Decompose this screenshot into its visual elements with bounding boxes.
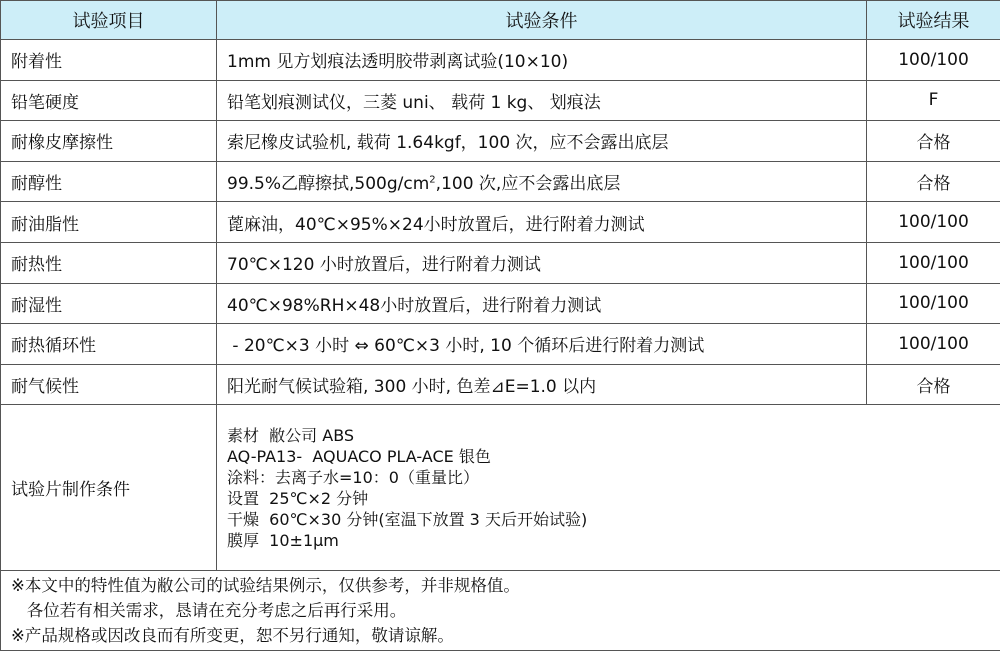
table-row bbox=[1, 121, 1000, 162]
test-result-cell: 合格 bbox=[867, 161, 1000, 202]
table-row bbox=[1, 364, 1000, 405]
footnote-line: ※本文中的特性值为敝公司的试验结果例示，仅供参考，并非规格值。 bbox=[11, 573, 990, 598]
test-result-cell: F bbox=[867, 80, 1000, 121]
table-row bbox=[1, 283, 1000, 324]
superscript-text: 2 bbox=[429, 174, 435, 185]
test-condition-cell: 铅笔划痕测试仪，三菱 uni、 载荷 1 kg、 划痕法 bbox=[217, 80, 867, 121]
test-result-cell: 100/100 bbox=[867, 202, 1000, 243]
table-row bbox=[1, 161, 1000, 202]
prep-line: 素材 敝公司 ABS bbox=[227, 425, 990, 446]
test-item-cell: 耐橡皮摩擦性 bbox=[1, 121, 217, 162]
test-item-cell: 耐热循环性 bbox=[1, 324, 217, 365]
condition-text: 99.5%乙醇擦拭,500g/cm bbox=[227, 174, 429, 194]
test-condition-cell: 蓖麻油，40℃×95%×24小时放置后，进行附着力测试 bbox=[217, 202, 867, 243]
table-row bbox=[1, 80, 1000, 121]
test-result-cell: 100/100 bbox=[867, 324, 1000, 365]
footnotes bbox=[1, 571, 1000, 651]
table-row bbox=[1, 202, 1000, 243]
test-condition-cell: 70℃×120 小时放置后，进行附着力测试 bbox=[217, 242, 867, 283]
table-row bbox=[1, 40, 1000, 81]
test-condition-cell: 40℃×98%RH×48小时放置后，进行附着力测试 bbox=[217, 283, 867, 324]
footnote-line: 各位若有相关需求，恳请在充分考虑之后再行采用。 bbox=[11, 598, 990, 623]
test-result-cell: 100/100 bbox=[867, 242, 1000, 283]
test-result-cell: 合格 bbox=[867, 121, 1000, 162]
prep-line: 设置 25℃×2 分钟 bbox=[227, 488, 990, 509]
prep-line: 干燥 60℃×30 分钟(室温下放置 3 天后开始试验) bbox=[227, 509, 990, 530]
test-condition-cell: 阳光耐气候试验箱, 300 小时, 色差⊿E=1.0 以内 bbox=[217, 364, 867, 405]
header-row bbox=[1, 1, 1000, 40]
test-item-cell: 附着性 bbox=[1, 40, 217, 81]
specimen-prep-row bbox=[1, 405, 1000, 571]
table-row bbox=[1, 324, 1000, 365]
test-condition-cell: 1mm 见方划痕法透明胶带剥离试验(10×10) bbox=[217, 40, 867, 81]
test-condition-cell bbox=[217, 161, 867, 202]
header-test-result: 试验结果 bbox=[867, 1, 1000, 40]
condition-text: ,100 次,应不会露出底层 bbox=[436, 174, 621, 194]
specimen-prep-conditions bbox=[217, 405, 1000, 571]
footnote-line: ※产品规格或因改良而有所变更，恕不另行通知，敬请谅解。 bbox=[11, 623, 990, 648]
test-result-cell: 100/100 bbox=[867, 283, 1000, 324]
prep-line: 涂料：去离子水=10：0（重量比） bbox=[227, 467, 990, 488]
test-condition-cell: 索尼橡皮试验机, 载荷 1.64kgf，100 次，应不会露出底层 bbox=[217, 121, 867, 162]
header-test-item: 试验项目 bbox=[1, 1, 217, 40]
test-result-cell: 100/100 bbox=[867, 40, 1000, 81]
specimen-prep-label: 试验片制作条件 bbox=[1, 405, 217, 571]
table-row bbox=[1, 242, 1000, 283]
test-item-cell: 耐气候性 bbox=[1, 364, 217, 405]
test-item-cell: 耐热性 bbox=[1, 242, 217, 283]
test-item-cell: 耐油脂性 bbox=[1, 202, 217, 243]
prep-line: 膜厚 10±1μm bbox=[227, 530, 990, 551]
prep-line: AQ-PA13- AQUACO PLA-ACE 银色 bbox=[227, 446, 990, 467]
header-test-condition: 试验条件 bbox=[217, 1, 867, 40]
test-item-cell: 耐醇性 bbox=[1, 161, 217, 202]
test-result-cell: 合格 bbox=[867, 364, 1000, 405]
test-item-cell: 耐湿性 bbox=[1, 283, 217, 324]
test-item-cell: 铅笔硬度 bbox=[1, 80, 217, 121]
test-condition-cell: - 20℃×3 小时 ⇔ 60℃×3 小时, 10 个循环后进行附着力测试 bbox=[217, 324, 867, 365]
notes-row bbox=[1, 571, 1000, 651]
